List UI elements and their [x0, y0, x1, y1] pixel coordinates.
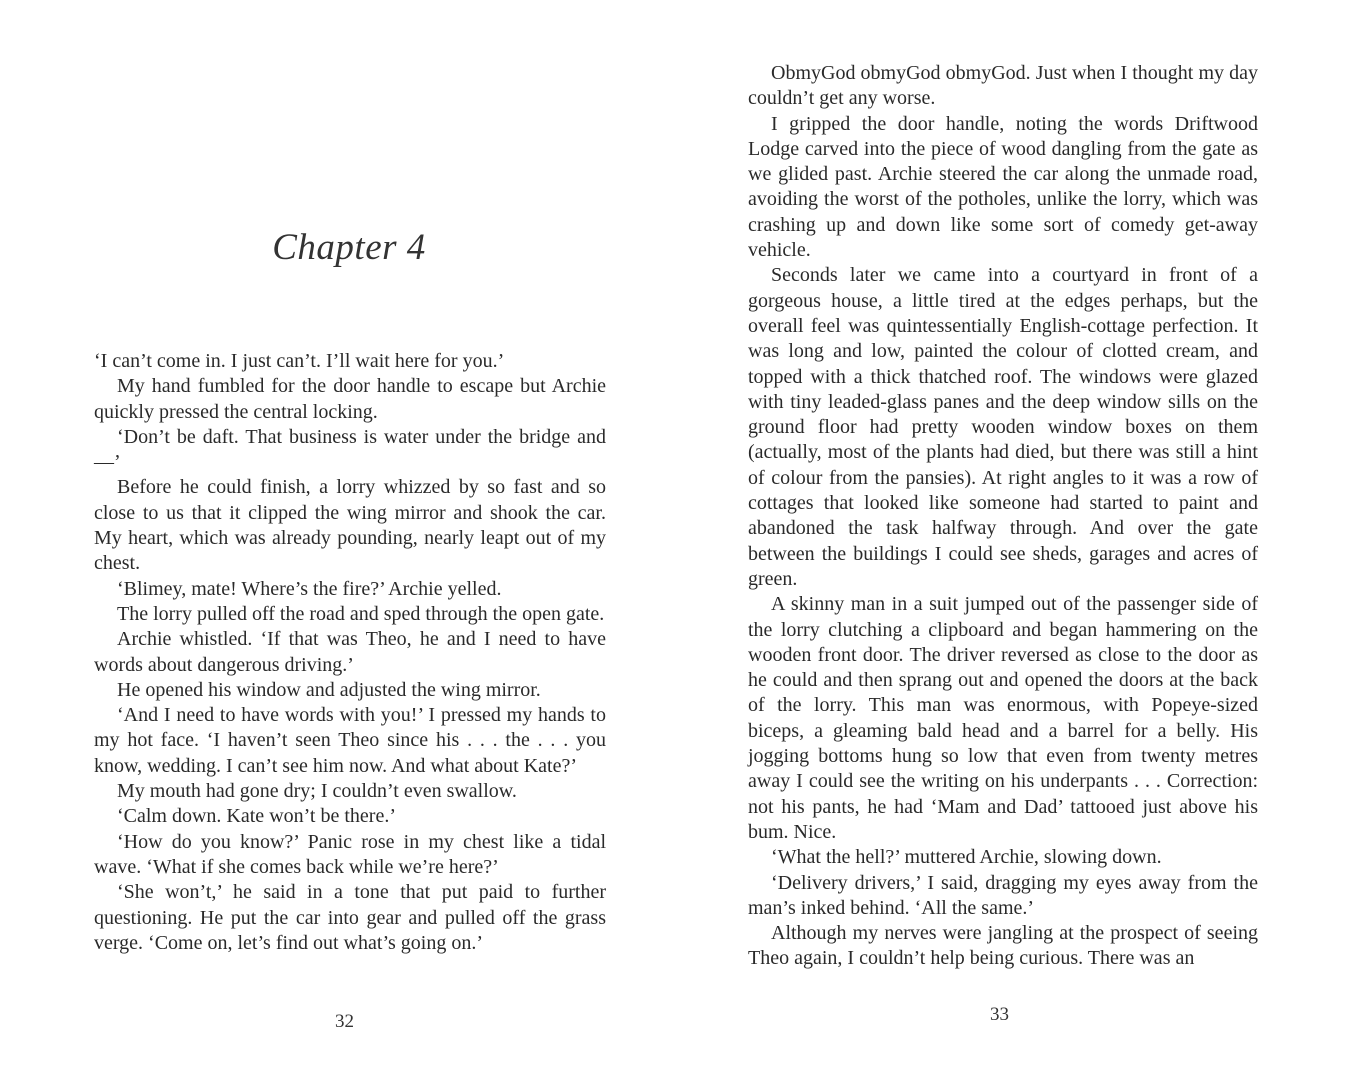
paragraph: ObmyGod obmyGod obmyGod. Just when I thought my day couldn’t get any worse. — [748, 62, 1258, 110]
paragraph: He opened his window and adjusted the wing mirror. — [117, 678, 541, 701]
paragraph: My hand fumbled for the door handle to escape but Archie quickly pressed the central locking. — [94, 375, 606, 423]
paragraph: ‘Delivery drivers,’ I said, dragging my eyes away from the man’s inked behind. ‘All the same.’ — [748, 871, 1258, 919]
paragraph: I gripped the door handle, noting the words Driftwood Lodge carved into the piece of wood dangling from the gate as we glided past. Archie steered the car along the unmade road, avoiding the worst of the potholes, unlike the lorry, which was crashing up and down like some sort of comedy get-away vehicle. — [748, 112, 1258, 262]
paragraph: ‘Don’t be daft. That business is water under the bridge and—’ — [94, 425, 606, 474]
paragraph: ‘And I need to have words with you!’ I pressed my hands to my hot face. ‘I haven’t seen Theo since his . . . the . . . you know, wedding. I can’t see him now. And what about Kate?’ — [94, 704, 606, 777]
paragraph: Seconds later we came into a courtyard in front of a gorgeous house, a little tired at the edges perhaps, but the overall feel was quintessentially English-cottage perfection. It was long and low, painted the colour of clotted cream, and topped with a thick thatched roof. The windows were glazed with tiny leaded-glass panes and the deep window sills on the ground floor had pretty wooden window boxes on them (actually, most of the plants had died, but there was still a hint of colour from the pansies). At right angles to it was a row of cottages that looked like someone had started to paint and abandoned the task halfway through. And over the gate between the buildings I could see sheds, garages and acres of green. — [748, 264, 1258, 590]
paragraph: Although my nerves were jangling at the prospect of seeing Theo again, I couldn’t help being curious. There was an — [748, 922, 1258, 970]
page-number: 32 — [335, 1011, 354, 1032]
left-page — [0, 0, 672, 1080]
left-page-body — [94, 349, 606, 956]
paragraph: ‘What the hell?’ muttered Archie, slowing down. — [771, 846, 1162, 869]
page-number: 33 — [990, 1004, 1009, 1025]
paragraph: Before he could finish, a lorry whizzed by so fast and so close to us that it clipped the wing mirror and shook the car. My heart, which was already pounding, nearly leapt out of my chest. — [94, 476, 606, 575]
paragraph: The lorry pulled off the road and sped through the open gate. — [117, 602, 605, 625]
paragraph: ‘She won’t,’ he said in a tone that put paid to further questioning. He put the car into gear and pulled off the grass verge. ‘Come on, let’s find out what’s going on.’ — [94, 881, 606, 954]
paragraph: ‘I can’t come in. I just can’t. I’ll wait here for you.’ — [94, 350, 505, 372]
right-page — [672, 0, 1345, 1080]
paragraph: ‘Calm down. Kate won’t be there.’ — [117, 805, 396, 828]
paragraph: Archie whistled. ‘If that was Theo, he and I need to have words about dangerous driving.’ — [94, 628, 606, 676]
paragraph: A skinny man in a suit jumped out of the passenger side of the lorry clutching a clipboard and began hammering on the wooden front door. The driver reversed as close to the door as he could and then sprang out and opened the doors at the back of the lorry. This man was enormous, with Popeye-sized biceps, a gleaming bald head and a barrel for a belly. His jogging bottoms hung so low that even from twenty metres away I could see the writing on his underpants . . . Correction: not his pants, he had ‘Mam and Dad’ tattooed just above his bum. Nice. — [748, 593, 1258, 843]
chapter-title: Chapter 4 — [272, 227, 426, 268]
right-page-body — [748, 61, 1258, 972]
paragraph: My mouth had gone dry; I couldn’t even swallow. — [117, 780, 517, 803]
paragraph: ‘How do you know?’ Panic rose in my chest like a tidal wave. ‘What if she comes back while we’re here?’ — [94, 830, 606, 878]
paragraph: ‘Blimey, mate! Where’s the fire?’ Archie yelled. — [117, 577, 502, 600]
